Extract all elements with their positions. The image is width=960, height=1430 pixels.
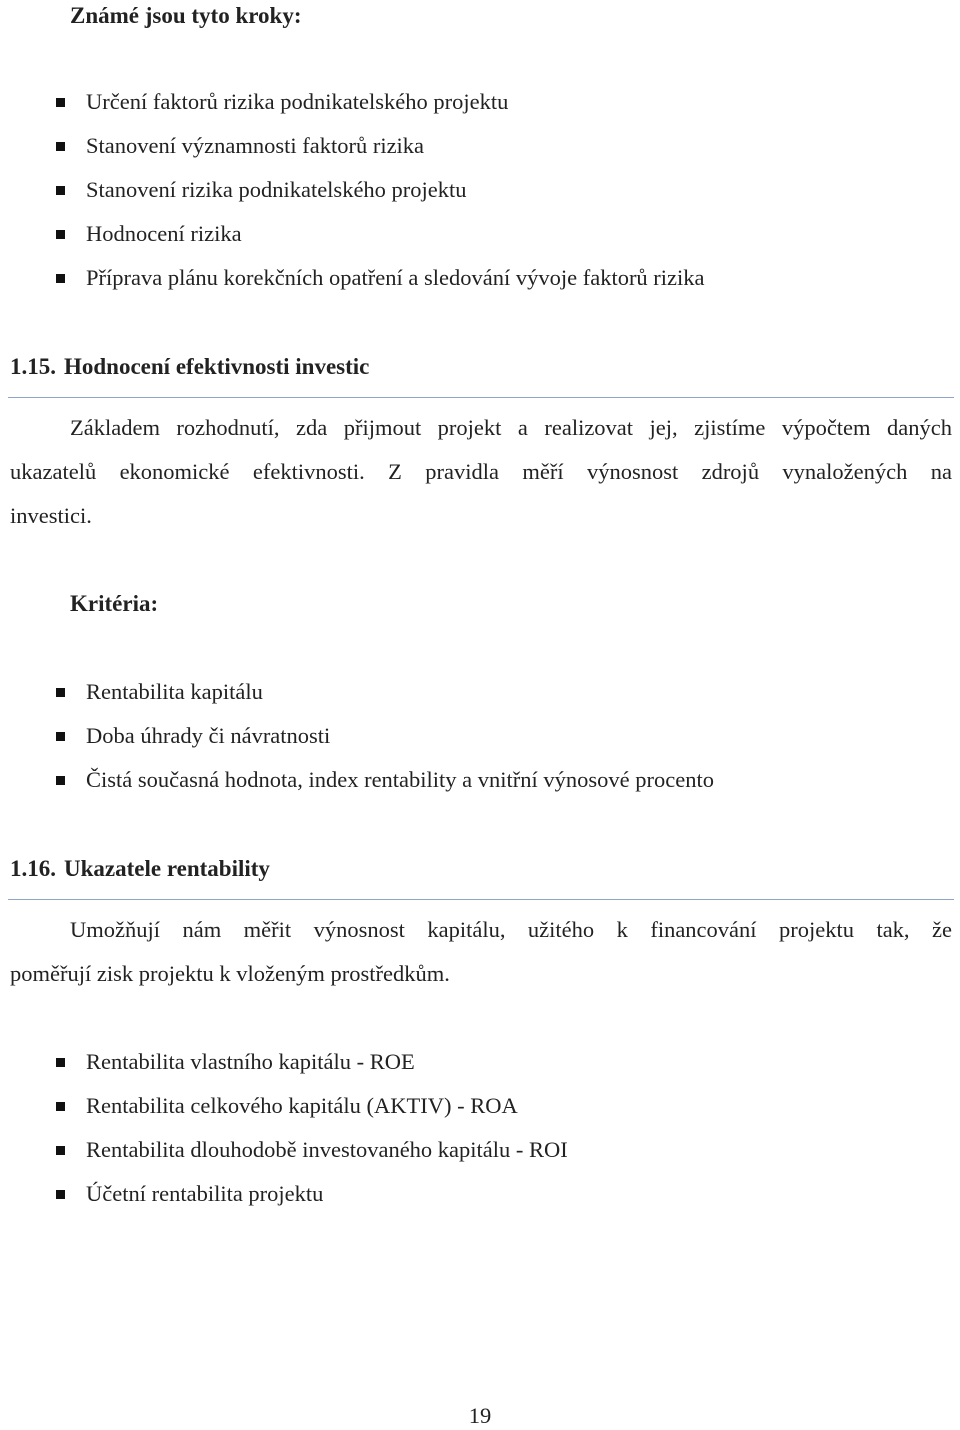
section-1-15-title <box>10 353 369 381</box>
square-bullet-icon <box>56 186 65 195</box>
section-1-16-paragraph <box>10 915 952 1003</box>
section-1-15-paragraph <box>10 413 952 545</box>
list-item-text: Čistá současná hodnota, index rentability a vnitřní výnosové procento <box>86 767 714 792</box>
section-1-16-title <box>10 855 270 883</box>
page-number: 19 <box>468 1403 492 1428</box>
square-bullet-icon <box>56 732 65 741</box>
square-bullet-icon <box>56 274 65 283</box>
section-title-text: Hodnocení efektivnosti investic <box>64 354 370 379</box>
section-divider <box>8 397 954 398</box>
criteria-heading: Kritéria: <box>70 591 159 616</box>
square-bullet-icon <box>56 142 65 151</box>
section-divider <box>8 899 954 900</box>
square-bullet-icon <box>56 688 65 697</box>
paragraph-line: Základem rozhodnutí, zda přijmout projekt a realizovat jej, zjistíme výpočtem daných <box>70 415 952 440</box>
list-item-text: Rentabilita dlouhodobě investovaného kapitálu - ROI <box>86 1137 568 1162</box>
list-item-text: Hodnocení rizika <box>86 221 242 246</box>
list-item-text: Rentabilita vlastního kapitálu - ROE <box>86 1049 415 1074</box>
section-number: 1.15. <box>10 354 56 379</box>
section-number: 1.16. <box>10 856 56 881</box>
square-bullet-icon <box>56 776 65 785</box>
square-bullet-icon <box>56 1146 65 1155</box>
section-title-text: Ukazatele rentability <box>64 856 270 881</box>
square-bullet-icon <box>56 1102 65 1111</box>
square-bullet-icon <box>56 1058 65 1067</box>
square-bullet-icon <box>56 230 65 239</box>
paragraph-line: investici. <box>10 503 92 528</box>
paragraph-line: Umožňují nám měřit výnosnost kapitálu, užitého k financování projektu tak, že <box>70 917 952 942</box>
square-bullet-icon <box>56 1190 65 1199</box>
list-item-text: Účetní rentabilita projektu <box>86 1181 324 1206</box>
list-item-text: Stanovení významnosti faktorů rizika <box>86 133 425 158</box>
steps-heading: Známé jsou tyto kroky: <box>70 3 302 28</box>
list-item-text: Určení faktorů rizika podnikatelského projektu <box>86 89 509 114</box>
list-item-text: Stanovení rizika podnikatelského projektu <box>86 177 467 202</box>
square-bullet-icon <box>56 98 65 107</box>
paragraph-line: ukazatelů ekonomické efektivnosti. Z pravidla měří výnosnost zdrojů vynaložených na <box>10 459 952 484</box>
paragraph-line: poměřují zisk projektu k vloženým prostředkům. <box>10 961 450 986</box>
list-item-text: Rentabilita celkového kapitálu (AKTIV) - ROA <box>86 1093 518 1118</box>
list-item-text: Rentabilita kapitálu <box>86 679 263 704</box>
list-item-text: Příprava plánu korekčních opatření a sledování vývoje faktorů rizika <box>86 265 705 290</box>
list-item-text: Doba úhrady či návratnosti <box>86 723 331 748</box>
